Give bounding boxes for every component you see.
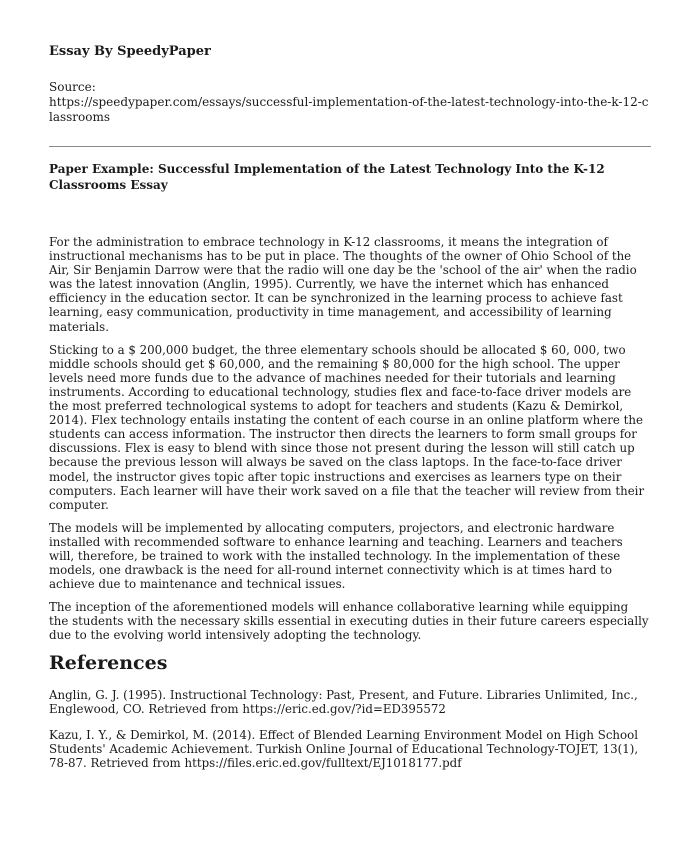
site-title: Essay By SpeedyPaper	[49, 44, 211, 59]
references-heading: References	[49, 651, 168, 674]
reference-item-2: Kazu, I. Y., & Demirkol, M. (2014). Effect of Blended Learning Environment Model on High School Students' Academic Achievement. Turkish Online Journal of Educational Technology-TOJET, 13(1), 78-87. Retrieved from https://files.eric.ed.gov/fulltext/EJ1018177.pdf	[49, 727, 639, 770]
body-paragraph-2: Sticking to a $ 200,000 budget, the three elementary schools should be allocated $ 60, 000, two middle schools should get $ 60,000, and the remaining $ 80,000 for the high school. The upper levels need more funds due to the advance of machines needed for their tutorials and learning instruments. According to educational technology, studies flex and face-to-face driver models are the most preferred technological systems to adopt for teachers and students (Kazu & Demirkol, 2014). Flex technology entails instating the content of each course in an online platform where the students can access information. The instructor then directs the learners to form small groups for discussions. Flex is easy to blend with since those not present during the lesson will still catch up because the previous lesson will always be saved on the class laptops. In the face-to-face driver model, the instructor gives topic after topic instructions and exercises as learners type on their computers. Each learner will have their work saved on a file that the teacher will review from their computer.	[49, 342, 645, 512]
header-divider	[49, 146, 651, 147]
reference-item-1: Anglin, G. J. (1995). Instructional Technology: Past, Present, and Future. Libraries Unlimited, Inc., Englewood, CO. Retrieved from https://eric.ed.gov/?id=ED395572	[49, 687, 638, 716]
paper-title: Paper Example: Successful Implementation of the Latest Technology Into the K-12 Classrooms Essay	[49, 162, 605, 192]
body-paragraph-3: The models will be implemented by allocating computers, projectors, and electronic hardware installed with recommended software to enhance learning and teaching. Learners and teachers will, therefore, be trained to work with the installed technology. In the implementation of these models, one drawback is the need for all-round internet connectivity which is at times hard to achieve due to maintenance and technical issues.	[49, 520, 623, 592]
body-paragraph-4: The inception of the aforementioned models will enhance collaborative learning while equipping the students with the necessary skills essential in executing duties in their future careers especially due to the evolving world intensively adopting the technology.	[49, 600, 649, 643]
source-url[interactable]: https://speedypaper.com/essays/successful-implementation-of-the-latest-technology-into-the-k-12-classrooms	[49, 95, 649, 124]
body-paragraph-1: For the administration to embrace technology in K-12 classrooms, it means the integration of instructional mechanisms has to be put in place. The thoughts of the owner of Ohio School of the Air, Sir Benjamin Darrow were that the radio will one day be the 'school of the air' when the radio was the latest innovation (Anglin, 1995). Currently, we have the internet which has enhanced efficiency in the education sector. It can be synchronized in the learning process to achieve fast learning, easy communication, productivity in time management, and accessibility of learning materials.	[49, 235, 637, 334]
source-label: Source:	[49, 80, 96, 94]
